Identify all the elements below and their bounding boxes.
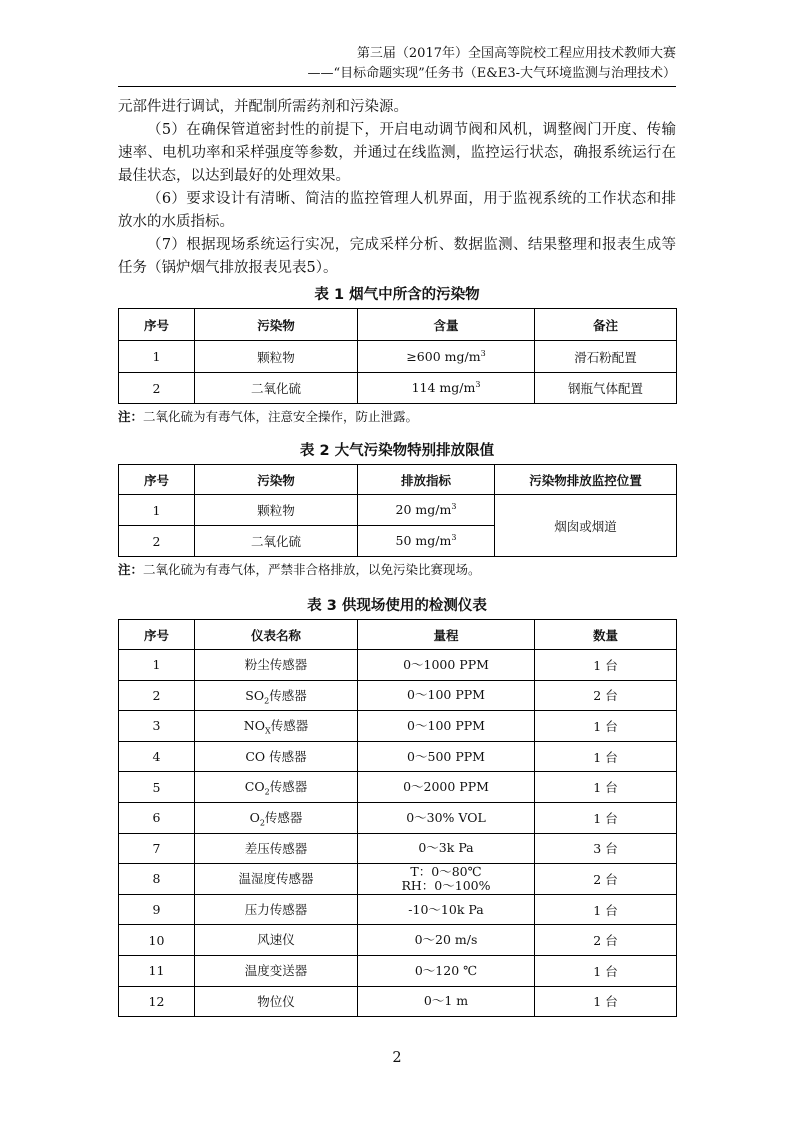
range-cell — [358, 925, 535, 956]
instrument-name: CO 传感器 — [245, 748, 307, 764]
table-cell — [358, 495, 495, 526]
table-row — [119, 955, 677, 986]
unit-superscript: 3 — [451, 502, 457, 512]
instrument-name-cell — [195, 650, 358, 681]
table-row — [119, 802, 677, 833]
instrument-name: 压力传感器 — [244, 901, 308, 917]
table-row — [119, 925, 677, 956]
instrument-name-suffix: 传感器 — [264, 810, 303, 826]
header-line-2: ——“目标命题实现”任务书（E&E3-大气环境监测与治理技术） — [307, 66, 676, 81]
range-value: 0～2000 PPM — [403, 779, 489, 795]
instrument-name-cell — [195, 864, 358, 895]
range-value: 0～3k Pa — [418, 840, 474, 856]
unit-superscript: 3 — [451, 533, 457, 543]
range-cell — [358, 680, 535, 711]
range-cell — [358, 864, 535, 895]
instrument-name: 物位仪 — [257, 993, 295, 1009]
table3-header-row — [119, 620, 677, 650]
table3-header-cell: 量程 — [358, 620, 535, 650]
table2-header-cell: 排放指标 — [358, 465, 495, 495]
table-cell: 1 台 — [535, 955, 677, 986]
range-value: 0～20 m/s — [414, 932, 478, 948]
table2-header-cell: 污染物 — [195, 465, 358, 495]
table3-caption: 表 3 供现场使用的检测仪表 — [307, 598, 487, 614]
limit-value: 20 mg/m — [395, 502, 452, 518]
range-value: 0～100 PPM — [407, 687, 485, 703]
table-cell: 3 — [119, 711, 195, 742]
table-cell: 1 台 — [535, 772, 677, 803]
limit-value: 50 mg/m — [395, 533, 452, 549]
note-label: 注： — [118, 409, 144, 424]
table-row — [119, 833, 677, 864]
range-value: -10～10k Pa — [408, 901, 484, 917]
paragraph-continuation: 元部件进行调试，并配制所需药剂和污染源。 — [118, 99, 408, 115]
amount-value: ≥600 mg/m — [406, 349, 481, 365]
table-cell: 6 — [119, 802, 195, 833]
table-row — [119, 741, 677, 772]
range-value: 0～500 PPM — [407, 748, 485, 764]
instrument-name-cell — [195, 711, 358, 742]
range-cell — [358, 802, 535, 833]
table1-header-cell: 含量 — [358, 309, 535, 341]
table-row — [119, 986, 677, 1017]
table-cell: 滑石粉配置 — [535, 341, 677, 373]
range-cell — [358, 986, 535, 1017]
table1-caption: 表 1 烟气中所含的污染物 — [314, 287, 480, 303]
range-value: 0～30% VOL — [406, 809, 486, 825]
instrument-name: 粉尘传感器 — [244, 657, 308, 673]
instrument-name-cell — [195, 894, 358, 925]
table-cell: 二氧化硫 — [195, 526, 358, 557]
table3 — [118, 619, 677, 1017]
table-cell: 11 — [119, 955, 195, 986]
table1-header-cell: 污染物 — [195, 309, 358, 341]
table-cell: 9 — [119, 894, 195, 925]
header-line-1: 第三届（2017年）全国高等院校工程应用技术教师大赛 — [356, 46, 676, 61]
table2 — [118, 464, 677, 557]
table-cell — [358, 526, 495, 557]
table-cell: 7 — [119, 833, 195, 864]
table-cell: 钢瓶气体配置 — [535, 373, 677, 404]
instrument-name: 差压传感器 — [244, 840, 308, 856]
table-row — [119, 650, 677, 681]
table-cell — [358, 373, 535, 404]
table1-note — [118, 408, 676, 426]
range-value: 0～100 PPM — [407, 717, 485, 733]
instrument-name-suffix: 传感器 — [270, 718, 309, 734]
table-cell: 1 台 — [535, 650, 677, 681]
instrument-name: 风速仪 — [257, 932, 295, 948]
table-cell: 2 — [119, 526, 195, 557]
table-row — [119, 495, 677, 526]
instrument-name-cell — [195, 802, 358, 833]
table-cell: 颗粒物 — [195, 495, 358, 526]
note-text: 二氧化硫为有毒气体，严禁非合格排放，以免污染比赛现场。 — [143, 562, 481, 577]
note-text: 二氧化硫为有毒气体，注意安全操作，防止泄露。 — [143, 409, 419, 424]
instrument-name: NO — [243, 718, 265, 734]
range-value: 0～1 m — [423, 993, 469, 1009]
range-cell — [358, 833, 535, 864]
note-label: 注： — [118, 562, 144, 577]
instrument-name-suffix: 传感器 — [269, 779, 308, 795]
instrument-name-suffix: 传感器 — [269, 687, 307, 703]
table-cell: 12 — [119, 986, 195, 1017]
table-cell: 1 台 — [535, 741, 677, 772]
page-header — [118, 44, 676, 87]
instrument-name-cell — [195, 925, 358, 956]
instrument-name: SO — [245, 687, 265, 703]
page-content — [118, 96, 676, 1017]
table-cell: 2 台 — [535, 680, 677, 711]
table-cell: 8 — [119, 864, 195, 895]
instrument-name-cell — [195, 986, 358, 1017]
table2-header-row — [119, 465, 677, 495]
table2-note — [118, 561, 676, 579]
table1 — [118, 308, 677, 404]
table-cell: 二氧化硫 — [195, 373, 358, 404]
paragraph-6: （6）要求设计有清晰、简洁的监控管理人机界面，用于监视系统的工作状态和排放水的水质指标。 — [118, 191, 676, 230]
instrument-name-cell — [195, 955, 358, 986]
table-row — [119, 680, 677, 711]
instrument-name-cell — [195, 772, 358, 803]
table-cell: 颗粒物 — [195, 341, 358, 373]
table2-header-cell: 污染物排放监控位置 — [495, 465, 677, 495]
instrument-name: 温湿度传感器 — [238, 871, 314, 887]
table-row — [119, 864, 677, 895]
instrument-name: O — [249, 810, 260, 826]
table-cell: 4 — [119, 741, 195, 772]
range-cell — [358, 741, 535, 772]
range-value-secondary: RH：0～100% — [401, 877, 491, 893]
table-cell: 1 — [119, 495, 195, 526]
range-value: T：0～80℃ — [410, 863, 482, 879]
table2-header-cell: 序号 — [119, 465, 195, 495]
table-cell: 1 台 — [535, 802, 677, 833]
table1-header-cell: 序号 — [119, 309, 195, 341]
range-value: 0～1000 PPM — [403, 656, 489, 672]
table-cell: 2 台 — [535, 925, 677, 956]
table3-header-cell: 数量 — [535, 620, 677, 650]
instrument-name-subscript: 2 — [259, 818, 265, 828]
instrument-name-subscript: 2 — [264, 787, 270, 797]
table-row — [119, 373, 677, 404]
instrument-name: 温度变送器 — [244, 962, 308, 978]
table3-header-cell: 序号 — [119, 620, 195, 650]
table-cell: 5 — [119, 772, 195, 803]
table3-header-cell: 仪表名称 — [195, 620, 358, 650]
table-cell: 1 — [119, 341, 195, 373]
table2-caption: 表 2 大气污染物特别排放限值 — [299, 443, 495, 459]
page-number: 2 — [392, 1050, 402, 1066]
instrument-name-subscript: X — [264, 726, 271, 736]
monitor-location-cell: 烟囱或烟道 — [495, 495, 677, 557]
table-cell: 3 台 — [535, 833, 677, 864]
instrument-name: CO — [244, 779, 265, 795]
range-cell — [358, 894, 535, 925]
instrument-name-cell — [195, 680, 358, 711]
table1-header-row — [119, 309, 677, 341]
table-cell: 2 — [119, 373, 195, 404]
range-cell — [358, 955, 535, 986]
table-row — [119, 711, 677, 742]
instrument-name-cell — [195, 741, 358, 772]
paragraph-7: （7）根据现场系统运行实况，完成采样分析、数据监测、结果整理和报表生成等任务（锅炉烟气排放报表见表5）。 — [118, 237, 676, 276]
range-value: 0～120 ℃ — [414, 962, 478, 978]
table-cell: 1 台 — [535, 986, 677, 1017]
paragraph-5: （5）在确保管道密封性的前提下，开启电动调节阀和风机，调整阀门开度、传输速率、电机功率和采样强度等参数，并通过在线监测，监控运行状态，确报系统运行在最佳状态，以达到最好的处理效果。 — [118, 122, 676, 184]
table-row — [119, 894, 677, 925]
unit-superscript: 3 — [480, 348, 486, 358]
instrument-name-cell — [195, 833, 358, 864]
table-cell: 1 — [119, 650, 195, 681]
table-cell: 2 — [119, 680, 195, 711]
table-cell: 10 — [119, 925, 195, 956]
range-cell — [358, 772, 535, 803]
table-cell: 2 台 — [535, 864, 677, 895]
table1-header-cell: 备注 — [535, 309, 677, 341]
amount-value: 114 mg/m — [411, 380, 476, 396]
instrument-name-subscript: 2 — [264, 696, 270, 706]
table-row — [119, 341, 677, 373]
table-cell: 1 台 — [535, 711, 677, 742]
table-row — [119, 772, 677, 803]
unit-superscript: 3 — [475, 380, 481, 390]
table-cell — [358, 341, 535, 373]
table-cell: 1 台 — [535, 894, 677, 925]
range-cell — [358, 650, 535, 681]
range-cell — [358, 711, 535, 742]
